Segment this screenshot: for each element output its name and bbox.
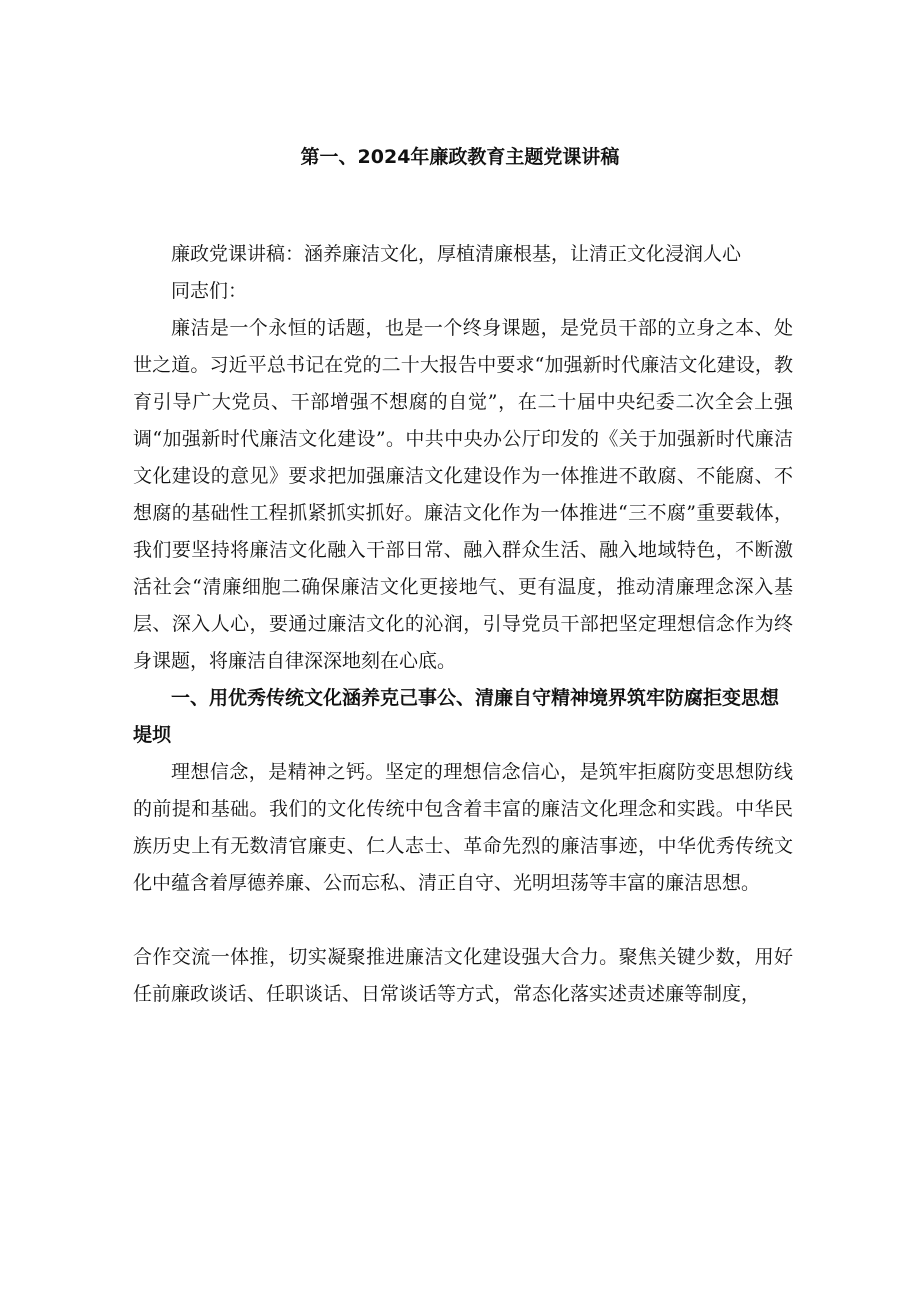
document-subtitle: 廉政党课讲稿：涵养廉洁文化，厚植清廉根基，让清正文化浸润人心 — [171, 243, 742, 265]
document-body — [133, 236, 793, 1013]
document-title: 第一、2024年廉政教育主题党课讲稿 — [300, 146, 620, 168]
salutation: 同志们： — [171, 280, 248, 302]
paragraph-cooperation: 合作交流一体推，切实凝聚推进廉洁文化建设强大合力。聚焦关键少数，用好任前廉政谈话、任职谈话、日常谈话等方式，常态化落实述责述廉等制度， — [133, 946, 793, 1005]
paragraph-intro: 廉洁是一个永恒的话题，也是一个终身课题，是党员干部的立身之本、处世之道。习近平总书记在党的二十大报告中要求“加强新时代廉洁文化建设，教育引导广大党员、干部增强不想腐的自觉”，在二十届中央纪委二次全会上强调“加强新时代廉洁文化建设”。中共中央办公厅印发的《关于加强新时代廉洁文化建设的意见》要求把加强廉洁文化建设作为一体推进不敢腐、不能腐、不想腐的基础性工程抓紧抓实抓好。廉洁文化作为一体推进“三不腐”重要载体，我们要坚持将廉洁文化融入干部日常、融入群众生活、融入地域特色，不断激活社会“清廉细胞二确保廉洁文化更接地气、更有温度，推动清廉理念深入基层、深入人心，要通过廉洁文化的沁润，引导党员干部把坚定理想信念作为终身课题，将廉洁自律深深地刻在心底。 — [133, 317, 793, 672]
paragraph-ideals: 理想信念，是精神之钙。坚定的理想信念信心，是筑牢拒腐防变思想防线的前提和基础。我们的文化传统中包含着丰富的廉洁文化理念和实践。中华民族历史上有无数清官廉吏、仁人志士、革命先烈的廉洁事迹，中华优秀传统文化中蕴含着厚德养廉、公而忘私、清正自守、光明坦荡等丰富的廉洁思想。 — [133, 761, 793, 894]
section-heading-1: 一、用优秀传统文化涵养克己事公、清廉自守精神境界筑牢防腐拒变思想堤坝 — [133, 687, 780, 746]
paragraph-gap — [133, 902, 793, 939]
